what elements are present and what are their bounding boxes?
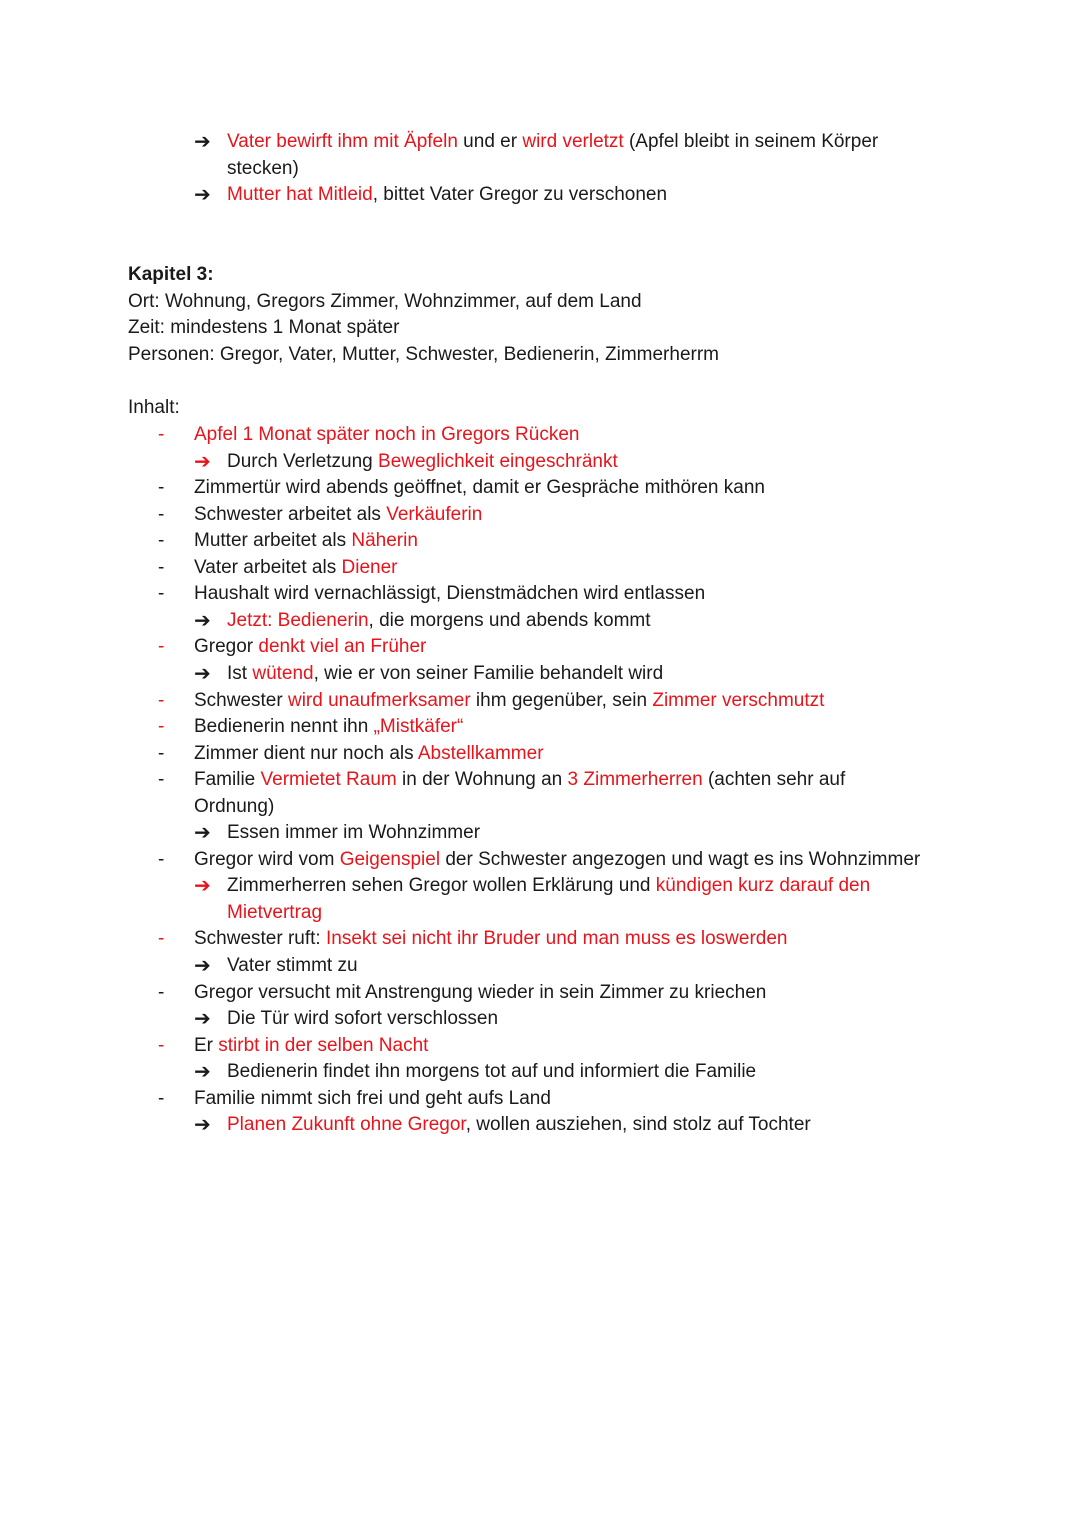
- text-run: wird verletzt: [522, 131, 624, 152]
- list-item: [194, 634, 426, 660]
- sub-item: [227, 449, 618, 475]
- list-item: [194, 555, 398, 581]
- text-run: „Mistkäfer“: [373, 716, 464, 738]
- text-run: in der Wohnung an: [396, 769, 568, 791]
- arrow-right-icon: ➔: [194, 822, 211, 845]
- text-run: , wie er von seiner Familie behandelt wird: [313, 662, 664, 684]
- text-run: und er: [457, 131, 523, 152]
- list-item: [194, 741, 544, 767]
- text-run: wütend: [252, 662, 314, 684]
- dash-bullet: -: [158, 636, 165, 658]
- text-run: Vater bewirft ihm mit Äpfeln: [227, 131, 458, 152]
- dash-bullet: -: [158, 742, 165, 764]
- sub-item: [227, 608, 651, 634]
- arrow-right-icon: ➔: [194, 662, 211, 685]
- text-run: Vater stimmt zu: [227, 955, 358, 976]
- text-run: , bittet Vater Gregor zu verschonen: [372, 184, 668, 206]
- text-run: Er: [194, 1034, 219, 1056]
- text-run: Insekt sei nicht ihr Bruder und man muss es loswerden: [326, 928, 788, 950]
- inhalt-label: Inhalt:: [128, 397, 180, 418]
- arrow-right-icon: ➔: [194, 1114, 211, 1137]
- text-run: Schwester ruft:: [194, 928, 326, 950]
- list-item: [194, 422, 579, 448]
- chapter-personen: Personen: Gregor, Vater, Mutter, Schwester, Bedienerin, Zimmerherrm: [128, 344, 720, 365]
- list-item: [194, 847, 920, 873]
- arrow-right-icon: ➔: [194, 955, 211, 977]
- text-run: Beweglichkeit eingeschränkt: [378, 450, 618, 472]
- list-item: [194, 980, 766, 1006]
- sub-item-continued: Mietvertrag: [227, 901, 323, 923]
- list-item: [194, 502, 482, 528]
- intro-line: [227, 129, 878, 155]
- text-run: Planen Zukunft ohne Gregor: [227, 1114, 466, 1136]
- text-run: Zimmer verschmutzt: [652, 689, 825, 711]
- dash-bullet: -: [158, 583, 165, 605]
- text-run: Gregor: [194, 636, 259, 658]
- text-run: Familie: [194, 769, 261, 791]
- arrow-right-icon: ➔: [194, 131, 211, 153]
- dash-bullet: -: [158, 424, 165, 445]
- sub-item: [227, 1059, 756, 1085]
- text-run: Zimmer dient nur noch als: [194, 742, 418, 764]
- sub-item: [227, 820, 480, 846]
- text-run: denkt viel an Früher: [258, 636, 427, 658]
- text-run: Geigenspiel: [339, 848, 441, 870]
- arrow-right-icon: ➔: [194, 1061, 211, 1084]
- text-run: Haushalt wird vernachlässigt, Dienstmädchen wird entlassen: [194, 583, 706, 605]
- text-run: Apfel 1 Monat später noch in Gregors Rücken: [194, 424, 580, 445]
- text-run: (Apfel bleibt in seinem Körper: [623, 131, 879, 152]
- text-run: der Schwester angezogen und wagt es ins Wohnzimmer: [440, 848, 921, 870]
- text-run: kündigen kurz darauf den: [655, 875, 871, 897]
- text-run: Schwester arbeitet als: [194, 503, 387, 525]
- dash-bullet: -: [158, 689, 165, 711]
- intro-line-continued: stecken): [227, 157, 299, 179]
- dash-bullet: -: [158, 981, 165, 1003]
- list-item: [194, 1033, 428, 1059]
- chapter-ort: Ort: Wohnung, Gregors Zimmer, Wohnzimmer, auf dem Land: [128, 291, 642, 312]
- sub-item: [227, 1006, 498, 1032]
- list-item: [194, 475, 765, 501]
- text-run: Essen immer im Wohnzimmer: [227, 822, 481, 844]
- text-run: stirbt in der selben Nacht: [218, 1034, 429, 1056]
- sub-item: [227, 661, 663, 687]
- text-run: Schwester: [194, 689, 288, 711]
- arrow-right-icon: ➔: [194, 609, 211, 632]
- text-run: Jetzt: Bedienerin: [227, 609, 369, 631]
- sub-item: [227, 953, 358, 979]
- list-item: [194, 581, 705, 607]
- list-item: [194, 528, 418, 554]
- list-item: [194, 1086, 551, 1112]
- dash-bullet: -: [158, 769, 165, 791]
- text-run: Vermietet Raum: [260, 769, 397, 791]
- dash-bullet: -: [158, 848, 165, 870]
- text-run: , wollen ausziehen, sind stolz auf Tochter: [465, 1114, 811, 1136]
- dash-bullet: -: [158, 503, 165, 525]
- list-item: [194, 714, 463, 740]
- dash-bullet: -: [158, 1087, 165, 1109]
- text-run: Bedienerin nennt ihn: [194, 716, 374, 738]
- text-run: Durch Verletzung: [227, 450, 379, 472]
- text-run: Ist: [227, 662, 253, 684]
- list-item: [194, 767, 845, 793]
- sub-item: [227, 873, 870, 899]
- text-run: Näherin: [351, 530, 418, 552]
- text-run: Verkäuferin: [386, 503, 483, 525]
- list-item: [194, 688, 824, 714]
- text-run: , die morgens und abends kommt: [368, 609, 651, 631]
- text-run: Gregor wird vom: [194, 848, 340, 870]
- text-run: Mutter hat Mitleid: [227, 184, 373, 206]
- intro-line: [227, 182, 667, 208]
- text-run: wird unaufmerksamer: [287, 689, 471, 711]
- text-run: Abstellkammer: [417, 742, 544, 764]
- text-run: Vater arbeitet als: [194, 556, 342, 578]
- chapter-title: Kapitel 3:: [128, 264, 214, 285]
- list-item-continued: Ordnung): [194, 795, 275, 817]
- text-run: ihm gegenüber, sein: [470, 689, 653, 711]
- sub-item: [227, 1112, 811, 1138]
- list-item: [194, 926, 788, 952]
- arrow-right-icon: ➔: [194, 450, 211, 473]
- dash-bullet: -: [158, 477, 165, 499]
- dash-bullet: -: [158, 556, 165, 578]
- dash-bullet: -: [158, 716, 165, 738]
- arrow-right-icon: ➔: [194, 184, 211, 207]
- text-run: Mutter arbeitet als: [194, 530, 352, 552]
- text-run: 3 Zimmerherren: [567, 769, 703, 791]
- text-run: (achten sehr auf: [702, 769, 846, 791]
- text-run: Diener: [341, 556, 398, 578]
- dash-bullet: -: [158, 928, 165, 950]
- dash-bullet: -: [158, 1034, 165, 1056]
- arrow-right-icon: ➔: [194, 1008, 211, 1031]
- text-run: Die Tür wird sofort verschlossen: [227, 1008, 499, 1030]
- text-run: Gregor versucht mit Anstrengung wieder in sein Zimmer zu kriechen: [194, 981, 767, 1003]
- text-run: Zimmertür wird abends geöffnet, damit er Gespräche mithören kann: [194, 477, 765, 499]
- chapter-zeit: Zeit: mindestens 1 Monat später: [128, 317, 400, 338]
- text-run: Zimmerherren sehen Gregor wollen Erklärung und: [227, 875, 656, 897]
- text-run: Familie nimmt sich frei und geht aufs Land: [194, 1087, 551, 1109]
- dash-bullet: -: [158, 530, 165, 552]
- arrow-right-icon: ➔: [194, 875, 211, 898]
- text-run: Bedienerin findet ihn morgens tot auf und informiert die Familie: [227, 1061, 757, 1083]
